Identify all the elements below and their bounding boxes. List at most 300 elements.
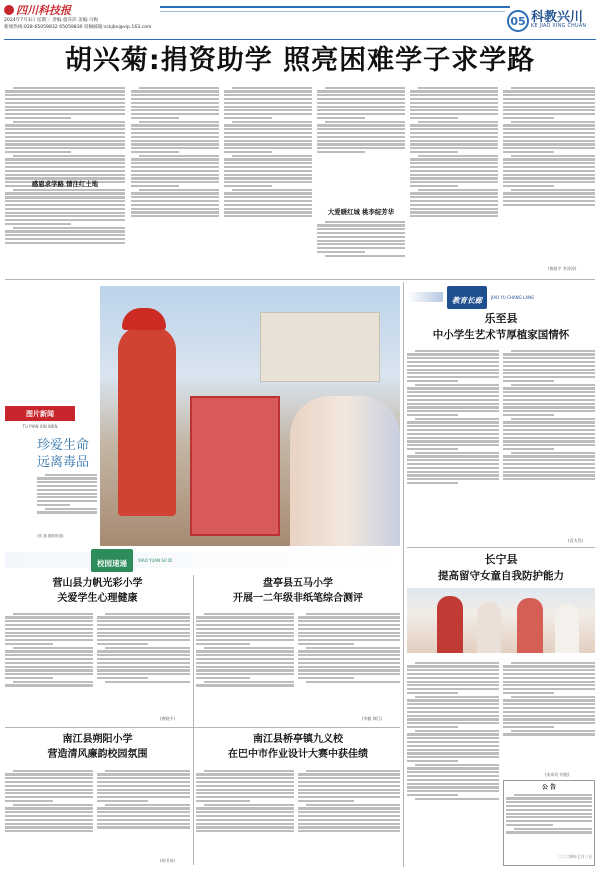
text-line xyxy=(410,124,498,126)
text-line xyxy=(506,797,592,799)
page-number-badge xyxy=(507,10,529,32)
text-line xyxy=(298,632,400,634)
text-line xyxy=(407,429,499,431)
text-line xyxy=(407,684,499,686)
text-line xyxy=(407,406,499,408)
text-line xyxy=(224,140,312,142)
divider-vertical-center xyxy=(403,282,404,867)
text-line xyxy=(131,117,179,119)
text-line xyxy=(224,158,312,160)
text-line xyxy=(196,789,294,791)
text-line xyxy=(298,635,400,637)
text-line xyxy=(224,98,312,100)
text-line xyxy=(407,733,499,735)
text-line xyxy=(131,109,219,111)
text-line xyxy=(5,208,125,210)
text-line xyxy=(131,90,219,92)
photo-slogan-line-1: 珍爱生命 xyxy=(37,438,90,453)
text-line xyxy=(317,102,405,104)
xiaoyuan-banner-label: 校园速递 xyxy=(97,558,127,568)
text-line xyxy=(503,444,595,446)
text-line xyxy=(298,666,400,668)
text-line xyxy=(503,365,595,367)
text-line xyxy=(298,658,400,660)
lezhi-byline: (袁太烈) xyxy=(568,538,584,543)
text-line xyxy=(298,830,400,832)
text-line xyxy=(196,807,294,809)
text-line xyxy=(298,662,400,664)
text-line xyxy=(410,181,498,183)
text-line xyxy=(317,243,405,245)
text-line xyxy=(97,796,190,798)
text-line xyxy=(410,211,498,213)
main-headline: 胡兴菊:捐资助学 照亮困难学子求学路 xyxy=(64,45,536,76)
text-line xyxy=(407,711,499,713)
changning-photo-figure-1 xyxy=(437,596,463,653)
jiaoyu-banner-pinyin: JIAO YU CHANG LANG xyxy=(491,294,535,300)
text-line xyxy=(407,376,499,378)
text-line xyxy=(503,437,595,439)
text-line xyxy=(407,372,499,374)
text-line xyxy=(503,471,595,473)
text-line xyxy=(13,155,125,157)
text-line xyxy=(204,681,294,683)
text-line xyxy=(131,132,219,134)
text-line xyxy=(317,128,405,130)
text-line xyxy=(503,425,595,427)
text-line xyxy=(5,823,93,825)
main-story-col-1b xyxy=(5,191,125,271)
photo-news-banner-label: 图片新闻 xyxy=(26,409,54,418)
text-line xyxy=(97,654,190,656)
text-line xyxy=(196,811,294,813)
text-line xyxy=(298,826,400,828)
text-line xyxy=(131,196,219,198)
text-line xyxy=(410,117,458,119)
text-line xyxy=(196,830,294,832)
text-line xyxy=(97,826,190,828)
text-line xyxy=(503,147,595,149)
text-line xyxy=(97,819,190,821)
text-line xyxy=(407,455,499,457)
text-line xyxy=(317,151,365,153)
text-line xyxy=(196,624,294,626)
main-story-col-4 xyxy=(317,85,405,187)
text-line xyxy=(511,452,595,454)
text-line xyxy=(407,688,499,690)
text-line xyxy=(407,665,499,667)
text-line xyxy=(224,90,312,92)
text-line xyxy=(503,455,595,457)
text-line xyxy=(37,485,97,487)
text-line xyxy=(506,809,592,811)
text-line xyxy=(196,654,294,656)
changning-byline: (宋成均 何锐) xyxy=(545,772,570,777)
text-line xyxy=(131,158,219,160)
text-line xyxy=(97,673,190,675)
text-line xyxy=(131,136,219,138)
text-line xyxy=(407,482,458,484)
main-subhead-2: 大爱暖红城 桃李绽芳华 xyxy=(327,208,395,216)
text-line xyxy=(105,770,190,772)
text-line xyxy=(407,471,499,473)
text-line xyxy=(224,200,312,202)
text-line xyxy=(196,628,294,630)
text-line xyxy=(5,117,71,119)
text-line xyxy=(317,124,405,126)
text-line xyxy=(196,815,294,817)
text-line xyxy=(407,786,499,788)
text-line xyxy=(407,399,499,401)
text-line xyxy=(503,711,595,713)
text-line xyxy=(5,662,93,664)
text-line xyxy=(37,493,97,495)
text-line xyxy=(131,174,219,176)
text-line xyxy=(407,414,458,416)
text-line xyxy=(37,511,97,513)
text-line xyxy=(5,219,125,221)
jiaoyu-banner-tag xyxy=(447,286,487,309)
text-line xyxy=(306,647,400,649)
text-line xyxy=(410,90,498,92)
text-line xyxy=(97,807,190,809)
lezhi-story-col-1 xyxy=(407,348,499,544)
photo-news-banner xyxy=(5,406,75,421)
text-line xyxy=(407,703,499,705)
text-line xyxy=(503,726,554,728)
building-shape xyxy=(260,312,380,382)
text-line xyxy=(131,128,219,130)
text-line xyxy=(196,684,294,686)
text-line xyxy=(407,707,499,709)
text-line xyxy=(407,437,499,439)
text-line xyxy=(5,136,125,138)
text-line xyxy=(407,673,499,675)
text-line xyxy=(5,650,93,652)
text-line xyxy=(503,429,595,431)
shuoyang-byline: (胡书英) xyxy=(160,858,176,863)
text-line xyxy=(224,170,312,172)
text-line xyxy=(407,395,499,397)
yingshan-story-col-2 xyxy=(97,611,190,715)
text-line xyxy=(298,785,400,787)
masthead-rule-gray xyxy=(160,11,505,12)
text-line xyxy=(224,166,312,168)
main-story-col-3 xyxy=(224,85,312,275)
text-line xyxy=(131,211,219,213)
text-line xyxy=(5,158,125,160)
text-line xyxy=(503,117,554,119)
text-line xyxy=(105,613,190,615)
text-line xyxy=(511,189,595,191)
text-line xyxy=(503,106,595,108)
text-line xyxy=(131,208,219,210)
text-line xyxy=(503,128,595,130)
text-line xyxy=(503,391,595,393)
text-line xyxy=(503,170,595,172)
text-line xyxy=(5,94,125,96)
text-line xyxy=(5,807,93,809)
notice-box xyxy=(503,780,595,866)
text-line xyxy=(317,236,405,238)
changning-photo-figure-2 xyxy=(477,602,501,653)
text-line xyxy=(410,170,498,172)
text-line xyxy=(410,132,498,134)
text-line xyxy=(5,140,125,142)
text-line xyxy=(317,109,405,111)
changning-story-col-1 xyxy=(407,660,499,865)
paper-name: 四川科技报 xyxy=(16,4,71,17)
text-line xyxy=(503,136,595,138)
text-line xyxy=(131,143,219,145)
text-line xyxy=(407,718,499,720)
text-line xyxy=(105,681,190,683)
text-line xyxy=(131,166,219,168)
text-line xyxy=(407,369,499,371)
text-line xyxy=(503,372,595,374)
text-line xyxy=(131,102,219,104)
text-line xyxy=(298,624,400,626)
text-line xyxy=(196,620,294,622)
text-line xyxy=(317,117,365,119)
text-line xyxy=(97,620,190,622)
text-line xyxy=(410,113,498,115)
text-line xyxy=(5,628,93,630)
text-line xyxy=(317,247,405,249)
text-line xyxy=(407,365,499,367)
text-line xyxy=(410,174,498,176)
volunteer-hat xyxy=(122,308,166,330)
text-line xyxy=(298,616,400,618)
text-line xyxy=(5,620,93,622)
text-line xyxy=(97,815,190,817)
text-line xyxy=(503,102,595,104)
text-line xyxy=(503,90,595,92)
text-line xyxy=(410,94,498,96)
text-line xyxy=(97,677,148,679)
changning-photo-figure-4 xyxy=(555,604,579,653)
text-line xyxy=(503,196,595,198)
text-line xyxy=(503,699,595,701)
text-line xyxy=(503,459,595,461)
text-line xyxy=(131,200,219,202)
qiaoting-headline-2: 在巴中市作业设计大赛中获佳绩 xyxy=(228,749,368,760)
text-line xyxy=(196,823,294,825)
text-line xyxy=(511,696,595,698)
text-line xyxy=(317,106,405,108)
text-line xyxy=(97,792,190,794)
text-line xyxy=(407,760,458,762)
text-line xyxy=(5,624,93,626)
text-line xyxy=(97,628,190,630)
jiaoyu-banner xyxy=(407,288,595,306)
text-line xyxy=(407,756,499,758)
text-line xyxy=(97,773,190,775)
text-line xyxy=(224,174,312,176)
divider-below-main xyxy=(5,279,595,280)
text-line xyxy=(407,391,499,393)
text-line xyxy=(503,478,595,480)
text-line xyxy=(5,223,71,225)
text-line xyxy=(5,830,93,832)
text-line xyxy=(306,770,400,772)
main-story-byline: (唐媛平 李涛涛) xyxy=(548,266,577,271)
text-line xyxy=(224,215,312,217)
text-line xyxy=(410,215,498,217)
panting-headline-1: 盘亭县五马小学 xyxy=(263,578,333,589)
text-line xyxy=(298,777,400,779)
text-line xyxy=(503,688,595,690)
jiaoyu-banner-decor xyxy=(407,292,443,302)
text-line xyxy=(298,789,400,791)
text-line xyxy=(131,124,219,126)
text-line xyxy=(407,474,499,476)
section-pinyin: KE JIAO XING CHUAN xyxy=(531,24,587,29)
shuoyang-headline-2: 营造清风廉韵校园氛围 xyxy=(47,749,148,760)
text-line xyxy=(13,227,125,229)
divider-left-bottom xyxy=(5,727,400,728)
text-line xyxy=(407,692,458,694)
text-line xyxy=(5,673,93,675)
text-line xyxy=(97,785,190,787)
text-line xyxy=(97,800,148,802)
text-line xyxy=(298,781,400,783)
text-line xyxy=(503,681,595,683)
text-line xyxy=(407,410,499,412)
text-line xyxy=(407,726,458,728)
text-line xyxy=(5,815,93,817)
text-line xyxy=(503,174,595,176)
text-line xyxy=(503,387,595,389)
text-line xyxy=(131,162,219,164)
text-line xyxy=(37,500,97,502)
masthead xyxy=(0,0,600,40)
text-line xyxy=(503,715,595,717)
text-line xyxy=(5,643,53,645)
text-line xyxy=(407,715,499,717)
text-line xyxy=(37,489,97,491)
text-line xyxy=(325,87,405,89)
text-line xyxy=(196,677,250,679)
text-line xyxy=(196,819,294,821)
text-line xyxy=(5,212,125,214)
text-line xyxy=(407,779,499,781)
text-line xyxy=(298,669,400,671)
yingshan-headline-1: 营山县力帆光彩小学 xyxy=(52,578,143,589)
text-line xyxy=(298,819,400,821)
text-line xyxy=(196,800,250,802)
panting-headline-2: 开展一二年级非纸笔综合测评 xyxy=(233,593,363,604)
text-line xyxy=(407,741,499,743)
text-line xyxy=(506,831,592,833)
text-line xyxy=(503,399,595,401)
text-line xyxy=(196,658,294,660)
text-line xyxy=(503,204,595,206)
main-story-col-5 xyxy=(410,85,498,275)
text-line xyxy=(5,789,93,791)
text-line xyxy=(503,376,595,378)
text-line xyxy=(503,684,595,686)
page-number: 05 xyxy=(510,14,526,28)
text-line xyxy=(224,211,312,213)
text-line xyxy=(503,448,554,450)
text-line xyxy=(5,632,93,634)
text-line xyxy=(325,255,405,257)
photo-news-byline: (张 燕 摄影报道) xyxy=(37,534,64,538)
text-line xyxy=(139,87,219,89)
yingshan-story-col-1 xyxy=(5,611,93,723)
text-line xyxy=(131,151,179,153)
text-line xyxy=(410,177,498,179)
text-line xyxy=(298,773,400,775)
text-line xyxy=(407,737,499,739)
text-line xyxy=(511,384,595,386)
text-line xyxy=(224,117,272,119)
text-line xyxy=(503,669,595,671)
lezhi-headline-1: 乐至县 xyxy=(484,312,518,325)
text-line xyxy=(5,151,71,153)
text-line xyxy=(506,824,553,826)
text-line xyxy=(196,662,294,664)
text-line xyxy=(97,632,190,634)
text-line xyxy=(325,121,405,123)
yingshan-headline-2: 关爱学生心理健康 xyxy=(57,593,138,604)
text-line xyxy=(503,140,595,142)
photo-news-caption-panel xyxy=(5,286,100,546)
text-line xyxy=(306,681,400,683)
text-line xyxy=(503,440,595,442)
text-line xyxy=(514,828,592,830)
text-line xyxy=(407,677,499,679)
text-line xyxy=(503,151,554,153)
text-line xyxy=(5,109,125,111)
text-line xyxy=(410,200,498,202)
text-line xyxy=(317,132,405,134)
text-line xyxy=(97,777,190,779)
text-line xyxy=(5,777,93,779)
text-line xyxy=(97,781,190,783)
text-line xyxy=(415,764,499,766)
photo-news-image xyxy=(100,286,400,546)
text-line xyxy=(503,703,595,705)
text-line xyxy=(232,189,312,191)
text-line xyxy=(97,624,190,626)
text-line xyxy=(232,121,312,123)
text-line xyxy=(224,109,312,111)
text-line xyxy=(5,792,93,794)
qiaoting-story-col-1 xyxy=(196,768,294,865)
text-line xyxy=(139,121,219,123)
text-line xyxy=(407,699,499,701)
text-line xyxy=(13,770,93,772)
text-line xyxy=(407,425,499,427)
text-line xyxy=(298,796,400,798)
text-line xyxy=(37,504,70,506)
text-line xyxy=(503,192,595,194)
text-line xyxy=(317,136,405,138)
text-line xyxy=(306,804,400,806)
text-line xyxy=(5,230,125,232)
text-line xyxy=(232,155,312,157)
text-line xyxy=(407,361,499,363)
text-line xyxy=(13,87,125,89)
qiaoting-story-col-2 xyxy=(298,768,400,865)
xiaoyuan-banner-tag xyxy=(91,549,133,572)
text-line xyxy=(196,643,250,645)
text-line xyxy=(298,650,400,652)
text-line xyxy=(503,113,595,115)
shuoyang-headline-1: 南江县朔阳小学 xyxy=(62,734,133,745)
